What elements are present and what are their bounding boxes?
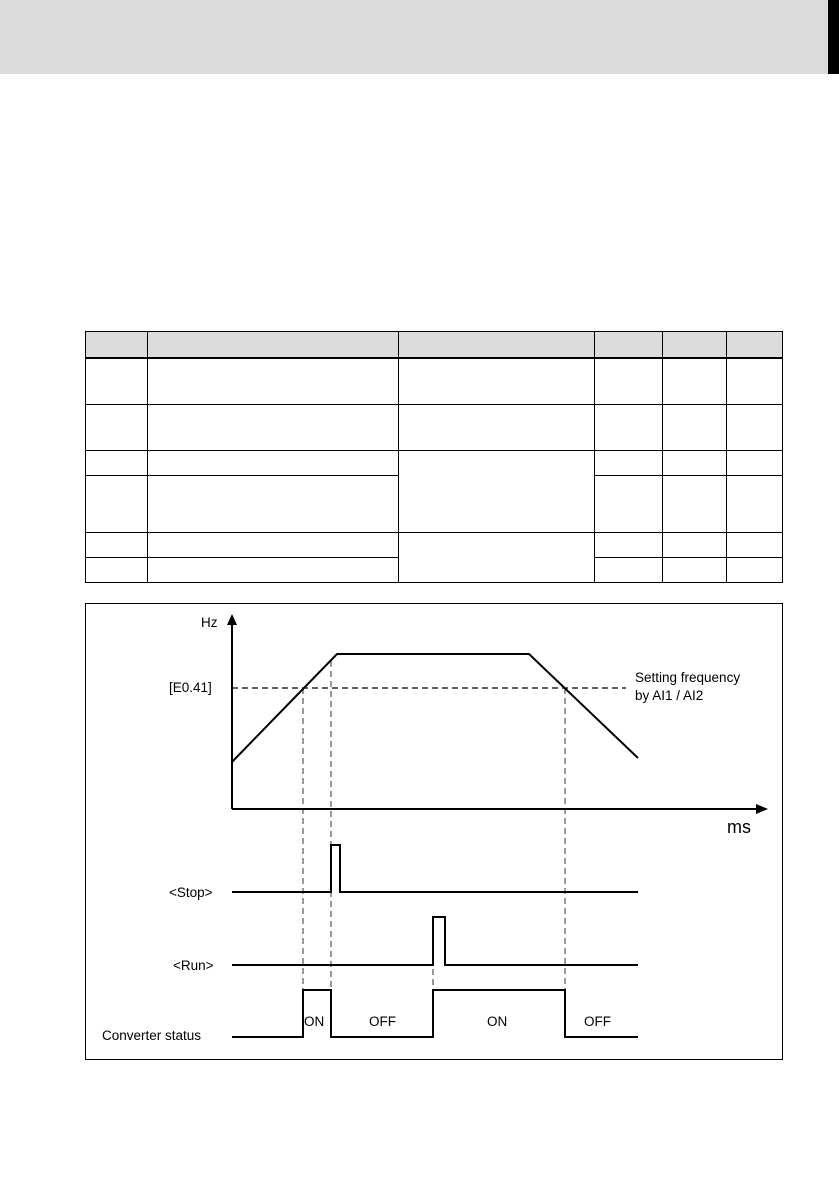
table-cell — [727, 475, 783, 532]
table-header-row — [86, 332, 783, 359]
table-cell — [399, 358, 595, 404]
table-row — [86, 358, 783, 404]
table-cell — [595, 557, 663, 582]
y-axis-arrow-icon — [227, 614, 237, 625]
table-cell — [727, 557, 783, 582]
table-cell — [86, 532, 148, 557]
page-header-edge — [828, 0, 839, 74]
timing-diagram-svg — [86, 604, 782, 1059]
y-axis-label: Hz — [201, 615, 218, 630]
table-cell — [86, 450, 148, 475]
table-cell — [86, 557, 148, 582]
table-cell — [663, 557, 727, 582]
table-cell — [727, 404, 783, 450]
header-cell — [399, 332, 595, 359]
table-cell — [595, 532, 663, 557]
table-cell — [399, 404, 595, 450]
table-cell — [86, 475, 148, 532]
table-cell — [86, 404, 148, 450]
threshold-label: [E0.41] — [169, 680, 212, 695]
table-cell — [663, 475, 727, 532]
status-segment-label: ON — [487, 1014, 508, 1029]
converter-status-line — [232, 990, 638, 1037]
run-signal-line — [232, 917, 638, 965]
parameter-table — [85, 331, 783, 583]
stop-signal-line — [232, 845, 638, 892]
table-cell-merged — [399, 450, 595, 532]
table-cell-merged — [399, 532, 595, 582]
status-segment-label: OFF — [584, 1014, 611, 1029]
table-cell — [663, 532, 727, 557]
setting-frequency-label: Setting frequency — [635, 670, 741, 685]
timing-diagram — [85, 603, 783, 1060]
header-cell — [148, 332, 399, 359]
header-cell — [595, 332, 663, 359]
converter-status-label: Converter status — [102, 1028, 202, 1043]
table-row — [86, 450, 783, 475]
table-cell — [148, 404, 399, 450]
table-row — [86, 404, 783, 450]
table-cell — [595, 475, 663, 532]
table-cell — [727, 532, 783, 557]
table-cell — [148, 532, 399, 557]
table-cell — [727, 358, 783, 404]
page-header-bar — [0, 0, 839, 74]
run-signal-label: <Run> — [173, 958, 214, 973]
table-cell — [148, 557, 399, 582]
header-cell — [663, 332, 727, 359]
table-cell — [663, 358, 727, 404]
table-cell — [663, 404, 727, 450]
table-cell — [663, 450, 727, 475]
table-cell — [148, 475, 399, 532]
table-cell — [148, 358, 399, 404]
table-cell — [595, 450, 663, 475]
stop-signal-label: <Stop> — [169, 885, 213, 900]
table-cell — [86, 358, 148, 404]
setting-frequency-source-label: by AI1 / AI2 — [635, 688, 704, 703]
frequency-curve — [232, 654, 638, 762]
status-segment-label: OFF — [369, 1014, 396, 1029]
table-cell — [148, 450, 399, 475]
table-cell — [595, 358, 663, 404]
header-cell — [86, 332, 148, 359]
table-row — [86, 532, 783, 557]
table-cell — [595, 404, 663, 450]
header-cell — [727, 332, 783, 359]
x-axis-arrow-icon — [756, 804, 768, 814]
table-cell — [727, 450, 783, 475]
status-segment-label: ON — [304, 1014, 325, 1029]
x-axis-label: ms — [727, 817, 751, 837]
